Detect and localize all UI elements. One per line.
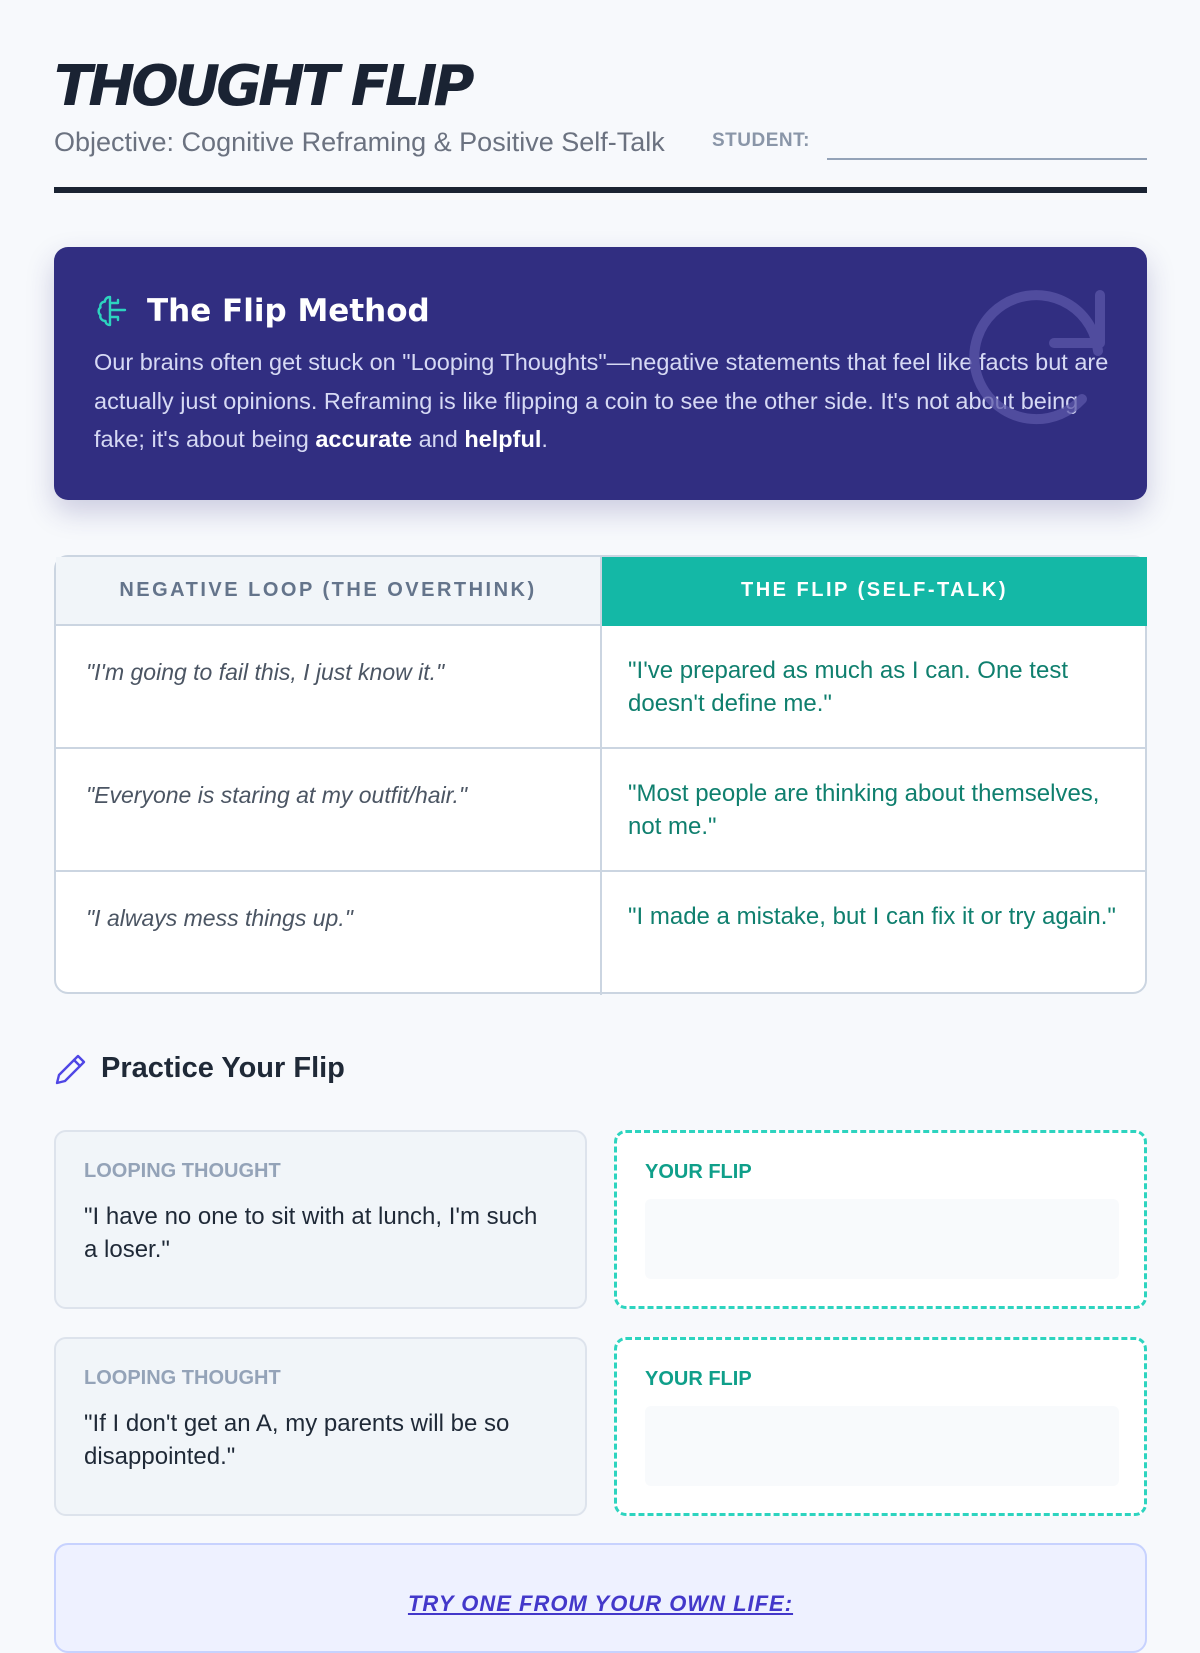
your-flip-label: YOUR FLIP xyxy=(645,1161,752,1183)
method-text-joiner: and xyxy=(412,426,465,452)
looping-thought-label: LOOPING THOUGHT xyxy=(84,1367,281,1389)
method-title: The Flip Method xyxy=(147,293,430,329)
own-life-label: TRY ONE FROM YOUR OWN LIFE: xyxy=(407,1591,794,1616)
brain-icon xyxy=(94,293,130,329)
student-label: STUDENT: xyxy=(712,130,810,151)
method-text-intro: Our brains often get stuck on "Looping Thoughts"—negative statements that feel like facts but are actually just opinions. Reframing is like flipping a coin to see the other side. It's not about being fake; it's about being xyxy=(94,349,1109,452)
page-title: THOUGHT FLIP xyxy=(54,54,471,119)
your-flip-card xyxy=(614,1337,1147,1516)
table-row xyxy=(56,749,1145,872)
pencil-icon xyxy=(54,1052,88,1086)
your-flip-answer-field[interactable] xyxy=(645,1406,1119,1486)
student-name-field[interactable] xyxy=(827,158,1147,160)
flip-thought-cell: "I made a mistake, but I can fix it or try again." xyxy=(628,903,1116,930)
looping-thought-text: "If I don't get an A, my parents will be so disappointed." xyxy=(84,1410,510,1470)
negative-thought-cell: "I always mess things up." xyxy=(56,872,602,995)
thought-comparison-table xyxy=(54,555,1147,994)
your-flip-answer-field[interactable] xyxy=(645,1199,1119,1279)
flip-method-card xyxy=(54,247,1147,500)
table-header-negative: NEGATIVE LOOP (THE OVERTHINK) xyxy=(56,557,602,626)
table-row xyxy=(56,626,1145,749)
page-subtitle: Objective: Cognitive Reframing & Positive Self-Talk xyxy=(54,127,665,157)
negative-thought-cell: "Everyone is staring at my outfit/hair." xyxy=(56,749,602,870)
flip-thought-cell: "I've prepared as much as I can. One test doesn't define me." xyxy=(628,657,1068,717)
your-flip-card xyxy=(614,1130,1147,1309)
method-bold-accurate: accurate xyxy=(315,426,413,452)
your-flip-label: YOUR FLIP xyxy=(645,1368,752,1390)
refresh-icon xyxy=(970,283,1120,433)
own-life-box xyxy=(54,1543,1147,1653)
method-description xyxy=(94,343,1114,459)
looping-thought-label: LOOPING THOUGHT xyxy=(84,1160,281,1182)
table-row xyxy=(56,872,1145,995)
header-divider xyxy=(54,187,1147,193)
looping-thought-text: "I have no one to sit with at lunch, I'm such a loser." xyxy=(84,1203,538,1263)
negative-thought-cell: "I'm going to fail this, I just know it." xyxy=(56,626,602,747)
practice-title: Practice Your Flip xyxy=(101,1052,345,1084)
table-header-flip: THE FLIP (SELF-TALK) xyxy=(602,557,1147,626)
looping-thought-card xyxy=(54,1337,587,1516)
looping-thought-card xyxy=(54,1130,587,1309)
flip-thought-cell: "Most people are thinking about themselves, not me." xyxy=(628,780,1100,840)
method-bold-helpful: helpful xyxy=(464,426,542,452)
method-text-end: . xyxy=(541,426,548,452)
